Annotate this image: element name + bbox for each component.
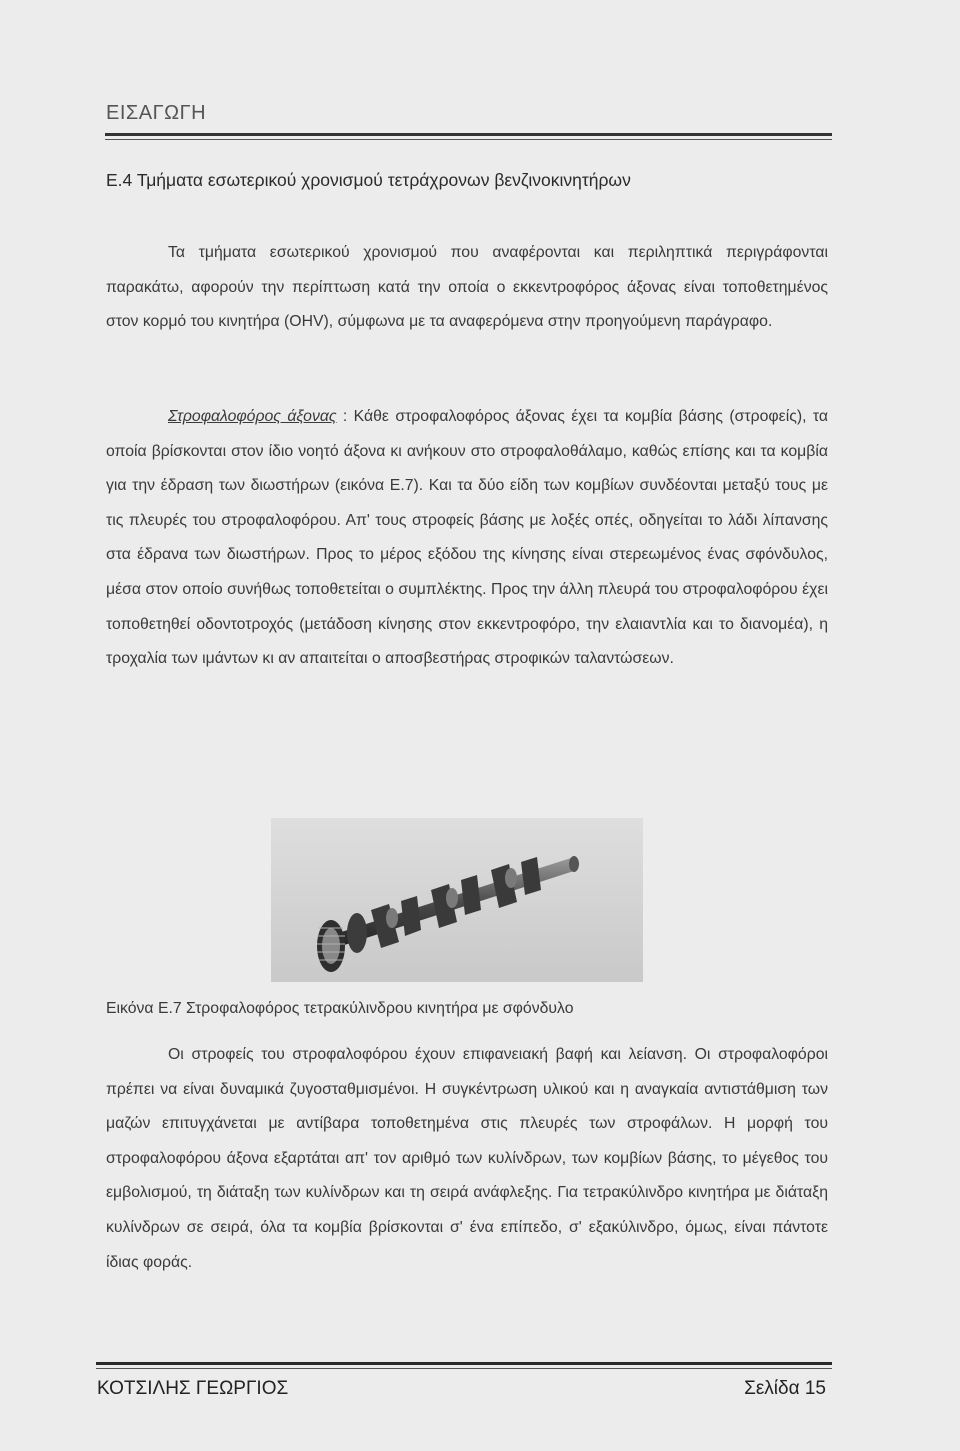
crankshaft-text	[106, 400, 828, 677]
crankshaft-term: Στροφαλοφόρος άξονας	[168, 408, 337, 425]
crankshaft-colon: :	[336, 408, 354, 425]
after-figure-text: Οι στροφείς του στροφαλοφόρου έχουν επιφανειακή βαφή και λείανση. Οι στροφαλοφόροι πρέπει να είναι δυναμικά ζυγοσταθμισμένοι. Η συγκέντρωση υλικού και η αναγκαία αντιστάθμιση των μαζών επιτυγχάνεται με αντίβαρα τοποθετημένα στις πλευρές των στροφάλων. Η μορφή του στροφαλοφόρου άξονα εξαρτάται απ' τον αριθμό των κυλίνδρων, των κομβίων βάσης, το μέγεθος του εμβολισμού, τη διάταξη των κυλίνδρων και τη σειρά ανάφλεξης. Για τετρακύλινδρο κινητήρα με διάταξη κυλίνδρων σε σειρά, όλα τα κομβία βρίσκονται σ' ένα επίπεδο, σ' εξακύλινδρο, όμως, είναι πάντοτε ίδιας φοράς.	[106, 1046, 828, 1271]
header-divider-thin	[105, 139, 832, 140]
header-title: ΕΙΣΑΓΩΓΗ	[106, 102, 207, 124]
crankshaft-illustration	[271, 818, 643, 982]
header-divider	[105, 133, 832, 136]
crankshaft-paragraph	[106, 400, 828, 677]
figure-caption: Εικόνα Ε.7 Στροφαλοφόρος τετρακύλινδρου κινητήρα με σφόνδυλο	[106, 1000, 574, 1017]
intro-paragraph	[106, 236, 828, 340]
crankshaft-image	[271, 818, 643, 982]
section-heading: Ε.4 Τμήματα εσωτερικού χρονισμού τετράχρονων βενζινοκινητήρων	[106, 170, 631, 190]
footer-divider-thin	[96, 1368, 832, 1369]
after-figure-paragraph	[106, 1038, 828, 1280]
intro-text: Τα τμήματα εσωτερικού χρονισμού που αναφέρονται και περιληπτικά περιγράφονται παρακάτω, αφορούν την περίπτωση κατά την οποία ο εκκεντροφόρος άξονας είναι τοποθετημένος στον κορμό του κινητήρα (OHV), σύμφωνα με τα αναφερόμενα στην προηγούμενη παράγραφο.	[106, 244, 828, 331]
page-number: Σελίδα 15	[744, 1378, 826, 1399]
crankshaft-body: Κάθε στροφαλοφόρος άξονας έχει τα κομβία βάσης (στροφείς), τα οποία βρίσκονται στον ίδιο νοητό άξονα κι ανήκουν στο στροφαλοθάλαμο, καθώς επίσης και τα κομβία για την έδραση των διωστήρων (εικόνα Ε.7). Και τα δύο είδη των κομβίων συνδέονται μεταξύ τους με τις πλευρές του στροφαλοφόρου. Απ' τους στροφείς βάσης με λοξές οπές, οδηγείται το λάδι λίπανσης στα έδρανα των διωστήρων. Προς το μέρος εξόδου της κίνησης είναι στερεωμένος ένας σφόνδυλος, μέσα στον οποίο συνήθως τοποθετείται ο συμπλέκτης. Προς την άλλη πλευρά του στροφαλοφόρου έχει τοποθετηθεί οδοντοτροχός (μετάδοση κίνησης στον εκκεντροφόρο, την ελαιαντλία και το διανομέα), η τροχαλία των ιμάντων κι αν απαιτείται ο αποσβεστήρας στροφικών ταλαντώσεων.	[106, 408, 828, 668]
footer-divider	[96, 1362, 832, 1365]
footer-author: ΚΟΤΣΙΛΗΣ ΓΕΩΡΓΙΟΣ	[97, 1378, 289, 1399]
